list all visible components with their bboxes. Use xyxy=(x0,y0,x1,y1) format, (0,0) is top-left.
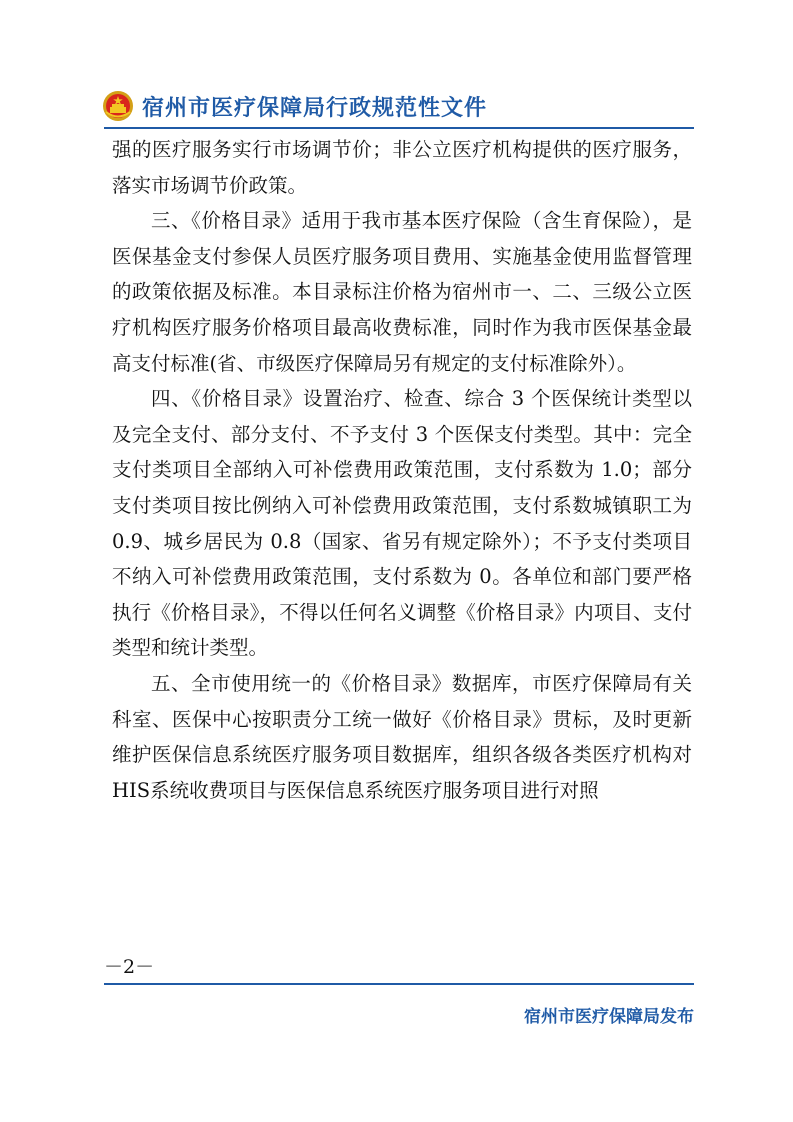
document-body xyxy=(112,132,692,808)
footer-publisher: 宿州市医疗保障局发布 xyxy=(524,1007,694,1027)
document-header-title: 宿州市医疗保障局行政规范性文件 xyxy=(142,95,488,121)
paragraph-continuation: 强的医疗服务实行市场调节价；非公立医疗机构提供的医疗服务，落实市场调节价政策。 xyxy=(112,138,692,197)
paragraph-section-5: 五、全市使用统一的《价格目录》数据库，市医疗保障局有关科室、医保中心按职责分工统一做好《价格目录》贯标，及时更新维护医保信息系统医疗服务项目数据库，组织各级各类医疗机构对HIS系统收费项目与医保信息系统医疗服务项目进行对照 xyxy=(112,671,692,802)
national-emblem-icon xyxy=(102,90,134,122)
footer-divider xyxy=(104,983,694,985)
paragraph-section-3: 三、《价格目录》适用于我市基本医疗保险（含生育保险），是医保基金支付参保人员医疗服务项目费用、实施基金使用监督管理的政策依据及标准。本目录标注价格为宿州市一、二、三级公立医疗机构医疗服务价格项目最高收费标准，同时作为我市医保基金最高支付标准(省、市级医疗保障局另有规定的支付标准除外）。 xyxy=(112,209,692,375)
document-header xyxy=(102,86,487,126)
page-number: －2－ xyxy=(104,956,155,978)
header-divider xyxy=(104,127,694,129)
paragraph-section-4: 四、《价格目录》设置治疗、检查、综合 3 个医保统计类型以及完全支付、部分支付、不予支付 3 个医保支付类型。其中：完全支付类项目全部纳入可补偿费用政策范围，支付系数为 1.0；部分支付类项目按比例纳入可补偿费用政策范围，支付系数城镇职工为 0.9、城乡居民为 0.8（国家、省另有规定除外）；不予支付类项目不纳入可补偿费用政策范围，支付系数为 0。各单位和部门要严格执行《价格目录》，不得以任何名义调整《价格目录》内项目、支付类型和统计类型。 xyxy=(112,387,692,660)
